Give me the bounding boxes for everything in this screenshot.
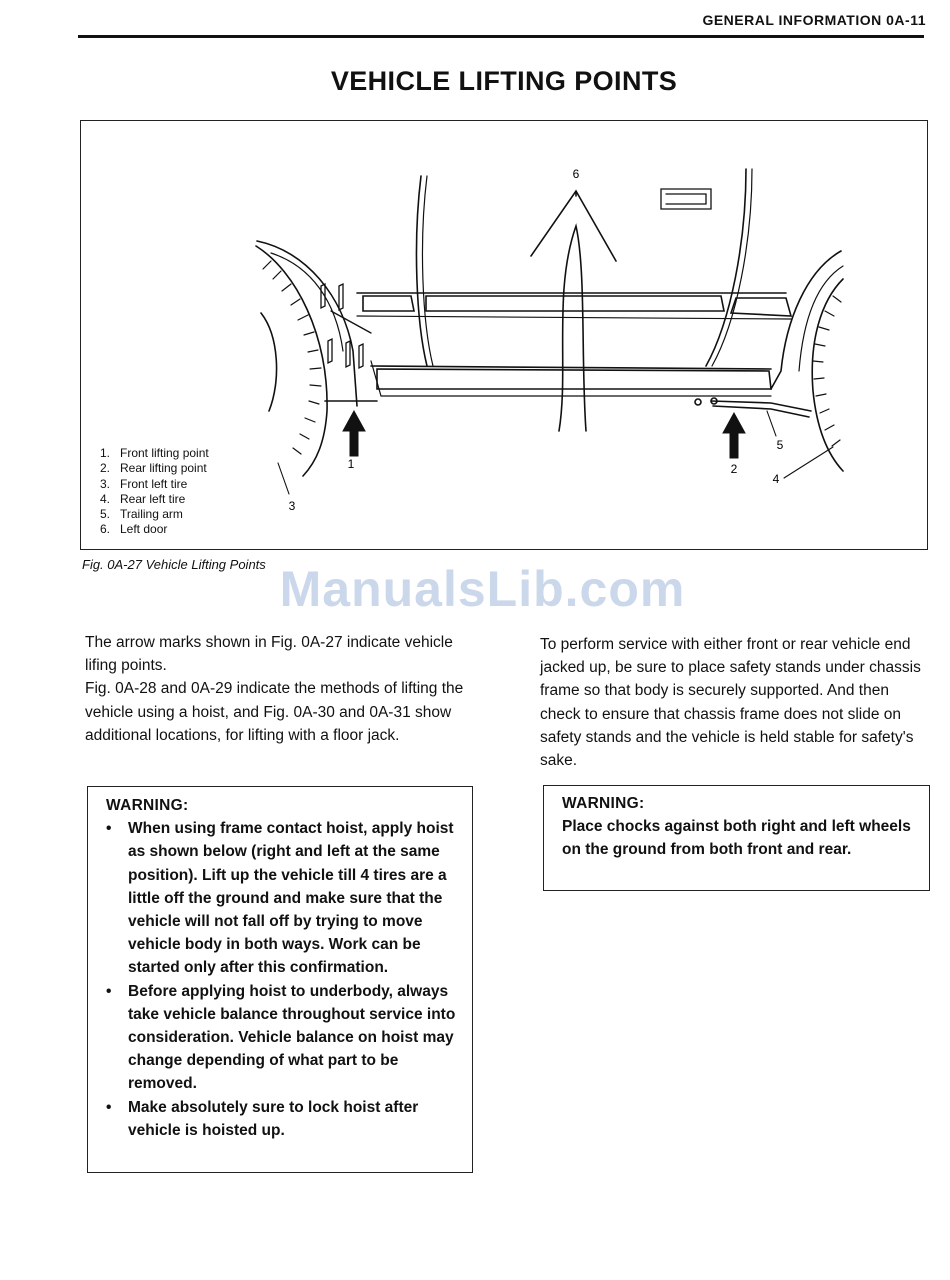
callout-2: 2 — [730, 462, 738, 476]
front-lifting-point-arrow — [343, 411, 365, 456]
figure-legend — [100, 446, 209, 538]
callout-1: 1 — [347, 457, 355, 471]
bullet-icon: • — [106, 1098, 112, 1116]
legend-item: 2. Rear lifting point — [100, 461, 207, 476]
figure-caption: Fig. 0A-27 Vehicle Lifting Points — [82, 557, 266, 572]
warning-list — [106, 817, 456, 1142]
page-header-section: GENERAL INFORMATION 0A-11 — [702, 12, 926, 28]
legend-item: 4. Rear left tire — [100, 491, 186, 506]
warning-title: WARNING: — [562, 795, 645, 812]
hoist-warning-box — [87, 786, 473, 1173]
door-open-arrow — [531, 191, 616, 261]
legend-item: 1. Front lifting point — [100, 446, 209, 460]
front-tire-inner — [261, 313, 277, 411]
front-wheel-arch — [257, 241, 357, 406]
warning-title: WARNING: — [106, 797, 189, 814]
rear-tire-outline — [812, 279, 843, 471]
watermark: ManualsLib.com — [279, 561, 686, 617]
safety-stands-paragraph: To perform service with either front or rear vehicle end jacked up, be sure to place safety stands under chassis frame so that body is securely supported. And then check to ensure that chassis frame does not slide on safety stands and the vehicle is held stable for safety's sake. — [540, 636, 921, 770]
bullet-icon: • — [106, 982, 112, 1000]
page-title: VEHICLE LIFTING POINTS — [330, 66, 678, 96]
bullet-icon: • — [106, 820, 112, 838]
intro-paragraph: The arrow marks shown in Fig. 0A-27 indicate vehicle lifing points. — [85, 634, 453, 675]
legend-item: 6. Left door — [100, 522, 168, 537]
legend-item: 3. Front left tire — [100, 476, 188, 491]
warning-item: • When using frame contact hoist, apply hoist as shown below (right and left at the same position). Lift up the vehicle till 4 tires are a little off the ground and make sure that the vehicle will not fall off by trying to move vehicle body in both ways. Work can be started only after this confirmation. — [106, 817, 456, 979]
callout-3: 3 — [288, 499, 296, 513]
legend-item: 5. Trailing arm — [100, 507, 183, 522]
trailing-arm — [711, 401, 811, 417]
chocks-warning-box — [543, 785, 930, 891]
rear-wheel-arch — [771, 251, 841, 389]
front-tire-tread — [263, 261, 321, 454]
right-column — [540, 633, 932, 772]
warning-item: • Before applying hoist to underbody, always take vehicle balance throughout service into consideration. Vehicle balance on hoist may change depending of what part to be removed. — [106, 980, 456, 1096]
front-tire-outline — [256, 246, 327, 476]
callout-6: 6 — [572, 167, 580, 181]
sill-panel — [377, 369, 771, 389]
body-moulding-top — [363, 296, 414, 311]
warning-item: • Make absolutely sure to lock hoist after vehicle is hoisted up. — [106, 1096, 456, 1142]
warning-text: Place chocks against both right and left wheels on the ground from both front and rear. — [562, 818, 911, 859]
rear-door-edge — [706, 169, 746, 366]
callout-4: 4 — [772, 472, 780, 486]
front-door-edge — [416, 176, 427, 366]
header-rule — [78, 35, 924, 38]
callout-5: 5 — [776, 438, 784, 452]
rear-tire-tread — [813, 296, 841, 446]
left-column — [85, 631, 475, 747]
hoist-methods-paragraph: Fig. 0A-28 and 0A-29 indicate the methods of lifting the vehicle using a hoist, and Fig. 0A-30 and 0A-31 show additional locations, for lifting with a floor jack. — [85, 680, 464, 744]
rear-lifting-point-arrow — [723, 413, 745, 458]
door-handle — [661, 189, 711, 209]
